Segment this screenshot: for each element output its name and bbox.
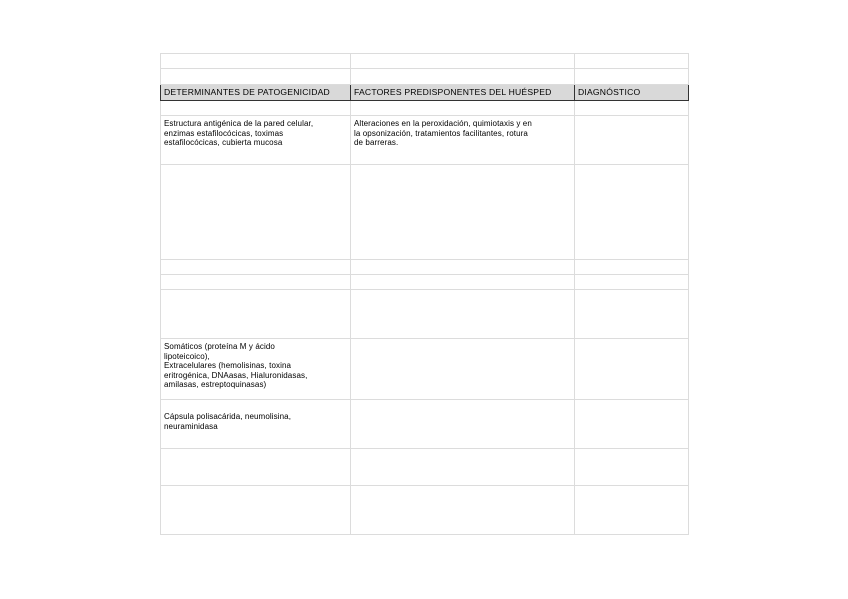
determinantes-text: Estructura antigénica de la pared celular, enzimas estafilocócicas, toximas estafilocócicas, cubierta mucosa xyxy=(164,119,314,148)
empty-cell[interactable] xyxy=(575,339,689,400)
cell-determinantes[interactable] xyxy=(161,400,351,449)
empty-cell[interactable] xyxy=(575,54,689,69)
empty-cell[interactable] xyxy=(575,400,689,449)
empty-cell[interactable] xyxy=(351,449,575,486)
empty-cell[interactable] xyxy=(161,275,351,290)
table-row xyxy=(161,101,689,116)
empty-cell[interactable] xyxy=(575,69,689,85)
table-row xyxy=(161,165,689,260)
header-diagnostico[interactable]: DIAGNÓSTICO xyxy=(575,85,689,101)
empty-cell[interactable] xyxy=(575,486,689,535)
empty-cell[interactable] xyxy=(351,165,575,260)
empty-cell[interactable] xyxy=(161,260,351,275)
pathogenicity-table xyxy=(160,53,689,535)
empty-cell[interactable] xyxy=(161,290,351,339)
table-row xyxy=(161,275,689,290)
table-row xyxy=(161,449,689,486)
empty-cell[interactable] xyxy=(161,101,351,116)
determinantes-text: Cápsula polisacárida, neumolisina, neuraminidasa xyxy=(164,412,292,431)
table-row xyxy=(161,116,689,165)
empty-cell[interactable] xyxy=(351,275,575,290)
table-row xyxy=(161,290,689,339)
header-determinantes[interactable]: DETERMINANTES DE PATOGENICIDAD xyxy=(161,85,351,101)
cell-determinantes[interactable] xyxy=(161,339,351,400)
empty-cell[interactable] xyxy=(161,69,351,85)
empty-cell[interactable] xyxy=(575,290,689,339)
table-row xyxy=(161,260,689,275)
table-row xyxy=(161,69,689,85)
table-row xyxy=(161,339,689,400)
empty-cell[interactable] xyxy=(351,400,575,449)
empty-cell[interactable] xyxy=(575,275,689,290)
cell-determinantes[interactable] xyxy=(161,116,351,165)
cell-diagnostico[interactable] xyxy=(575,116,689,165)
empty-cell[interactable] xyxy=(351,54,575,69)
empty-cell[interactable] xyxy=(575,165,689,260)
empty-cell[interactable] xyxy=(161,486,351,535)
empty-cell[interactable] xyxy=(351,339,575,400)
table-row xyxy=(161,400,689,449)
empty-cell[interactable] xyxy=(161,449,351,486)
empty-cell[interactable] xyxy=(351,69,575,85)
header-row xyxy=(161,85,689,101)
table-row xyxy=(161,54,689,69)
empty-cell[interactable] xyxy=(161,165,351,260)
cell-factores[interactable] xyxy=(351,116,575,165)
factores-text: Alteraciones en la peroxidación, quimiotaxis y en la opsonización, tratamientos facilitantes, rotura de barreras. xyxy=(354,119,532,148)
empty-cell[interactable] xyxy=(575,449,689,486)
empty-cell[interactable] xyxy=(351,101,575,116)
table-row xyxy=(161,486,689,535)
empty-cell[interactable] xyxy=(575,260,689,275)
empty-cell[interactable] xyxy=(161,54,351,69)
empty-cell[interactable] xyxy=(575,101,689,116)
empty-cell[interactable] xyxy=(351,260,575,275)
empty-cell[interactable] xyxy=(351,290,575,339)
header-factores[interactable]: FACTORES PREDISPONENTES DEL HUÉSPED xyxy=(351,85,575,101)
determinantes-text: Somáticos (proteína M y ácido lipoteicoico), Extracelulares (hemolisinas, toxina eritrogénica, DNAasas, Hialuronidasas, amilasas, estreptoquinasas) xyxy=(164,342,308,390)
empty-cell[interactable] xyxy=(351,486,575,535)
spreadsheet-page xyxy=(160,53,688,535)
